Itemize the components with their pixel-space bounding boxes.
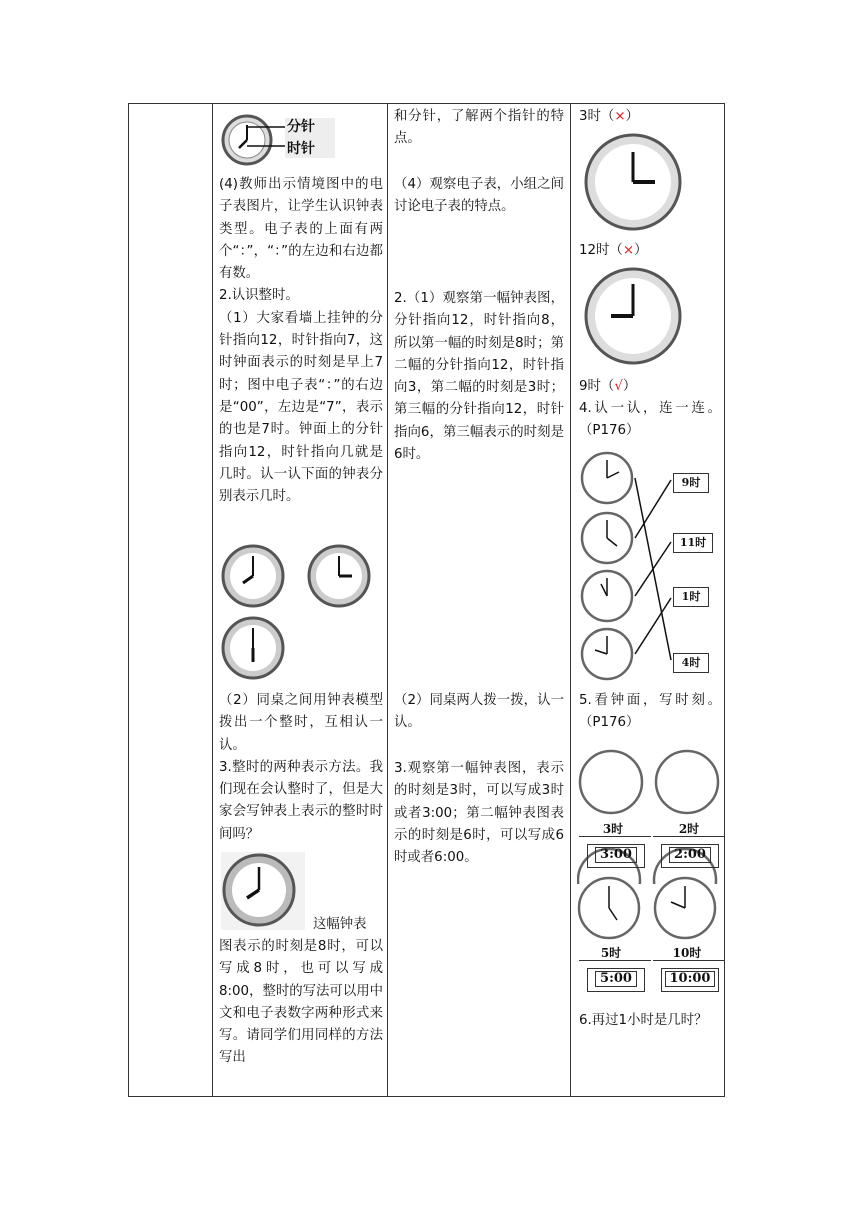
answer-digital-4: 10:00	[661, 968, 719, 992]
answer-label-1: 3时	[602, 822, 624, 836]
exercise-item-1: 3时（×）	[579, 109, 639, 124]
clock-12-figure	[583, 266, 683, 370]
answer-digital-3: 5:00	[587, 968, 645, 992]
example-clocks	[221, 544, 389, 684]
wrong-mark: ×	[622, 243, 635, 258]
exercise-6-heading: 6.再过1小时是几时？	[579, 1013, 708, 1028]
teacher-activity-column	[213, 104, 387, 1096]
student-para-3: 3.观察第一幅钟表图，表示的时刻是3时，可以写成3时或者3:00；第二幅钟表图表示的时刻是6时，可以写成6时或者6:00。	[394, 761, 564, 866]
clock-3-figure	[583, 132, 683, 236]
clock-icons	[221, 544, 389, 684]
write-time-clocks-row2	[577, 874, 723, 942]
hour-hand-label: 时针	[287, 141, 315, 157]
clock-hand-legend-icon	[219, 110, 337, 168]
minute-hand-label: 分针	[287, 119, 315, 135]
student-para-2-2: （2）同桌两人拨一拨，认一认。	[394, 693, 564, 731]
match-label-3: 1时	[673, 587, 709, 607]
correct-mark: √	[614, 379, 623, 394]
student-activity-column	[388, 104, 570, 1096]
teacher-para-3-lead: 这幅钟表	[313, 917, 367, 932]
lesson-table	[128, 103, 725, 1097]
exercise-column	[571, 104, 726, 1096]
clock-icon	[221, 852, 305, 930]
match-label-4: 4时	[673, 653, 709, 673]
answer-rule	[579, 836, 651, 837]
section-heading-3: 3.整时的两种表示方法。我们现在会认整时了，但是大家会写钟表上表示的整时时间吗？	[219, 759, 383, 842]
answer-label-4: 10时	[672, 946, 702, 960]
exercise-4-heading: 4.认一认，连一连。（P176）	[579, 401, 721, 439]
teacher-para-3: 图表示的时刻是8时，可以写成8时，也可以写成8:00，整时的写法可以用中文和电子表数字两种形式来写。请同学们用同样的方法写出	[219, 939, 383, 1066]
answer-digital-1: 3:00	[587, 844, 645, 868]
teacher-para-4: (4)教师出示情境图中的电子表图片，让学生认识钟表类型。电子表的上面有两个“：”，“：”的左边和右边都有数。	[219, 177, 383, 282]
answer-rule	[579, 960, 651, 961]
student-para-4: （4）观察电子表，小组之间讨论电子表的特点。	[394, 177, 564, 215]
exercise-item-3: 9时（√）	[579, 379, 637, 394]
match-label-1: 9时	[673, 473, 709, 493]
exercise-5-heading: 5.看钟面，写时刻。（P176）	[579, 693, 721, 731]
eight-oclock-clock	[221, 852, 305, 930]
wrong-mark: ×	[614, 109, 626, 124]
clock-icons	[577, 874, 723, 942]
answer-rule	[653, 836, 725, 837]
section-heading-2: 2.认识整时。	[219, 288, 299, 304]
answer-rule	[653, 960, 725, 961]
hand-legend-figure	[219, 110, 337, 168]
teacher-para-2-2: （2）同桌之间用钟表模型拨出一个整时，互相认一认。	[219, 693, 383, 753]
answer-digital-2: 2:00	[661, 844, 719, 868]
student-para-2-1: 2.（1）观察第一幅钟表图，分针指向12，时针指向8，所以第一幅的时刻是8时；第二幅的分针指向12，时针指向3，第二幅的时刻是3时；第三幅的分针指向12，时针指向6，第三幅表示的时刻是6时。	[394, 291, 564, 463]
exercise-item-2: 12时（×）	[579, 243, 648, 258]
answer-label-2: 2时	[678, 822, 700, 836]
clock-icon	[583, 266, 683, 366]
teacher-para-2-1: （1）大家看墙上挂钟的分针指向12，时针指向7，这时钟面表示的时刻是早上7时；图中电子表“：”的右边是“00”，左边是“7”，表示的也是7时。钟面上的分针指向12，时针指向几就是几时。认一认下面的钟表分别表示几时。	[219, 310, 383, 505]
clock-icon	[583, 132, 683, 232]
answer-label-3: 5时	[600, 946, 622, 960]
match-label-2: 11时	[673, 533, 713, 553]
student-para-top: 和分针，了解两个指针的特点。	[394, 109, 564, 147]
